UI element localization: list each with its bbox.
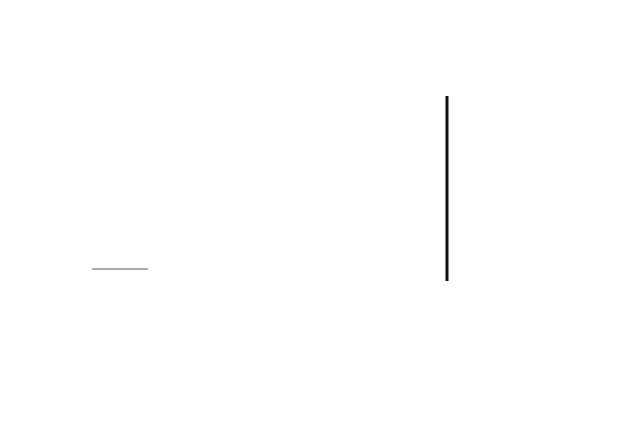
table-separator-bar xyxy=(446,96,449,281)
